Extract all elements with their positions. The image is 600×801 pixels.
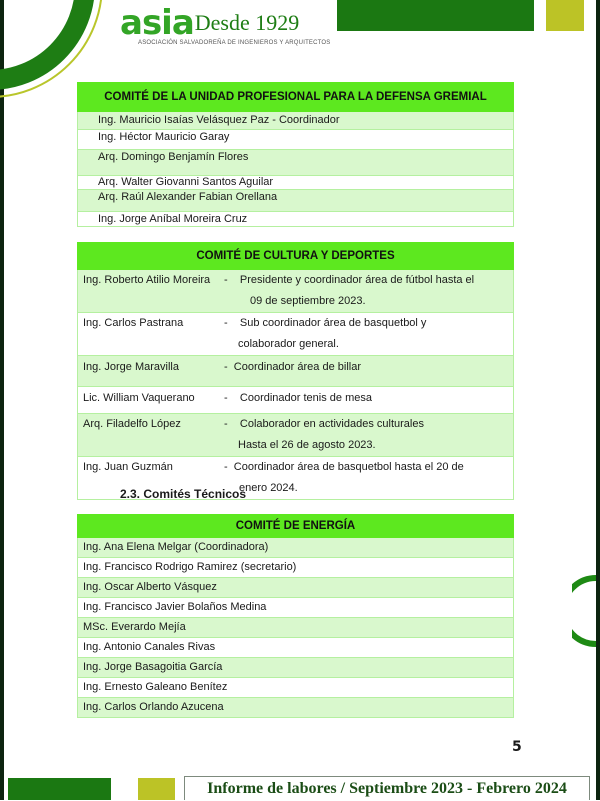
table-header: COMITÉ DE ENERGÍA (78, 515, 514, 538)
footer-title-box (184, 776, 590, 800)
member-name: Ing. Ernesto Galeano Benítez (78, 678, 514, 698)
decorative-side-ring (572, 575, 596, 647)
table-row (78, 130, 514, 150)
role-line-1: Coordinador tenis de mesa (239, 392, 372, 404)
committee-cultura-table (77, 242, 514, 500)
footer-lime-block (138, 778, 175, 800)
member-name: Arq. Raúl Alexander Fabian Orellana (78, 190, 514, 212)
table-row (78, 638, 514, 658)
table-row (78, 112, 514, 130)
table-row (78, 538, 514, 558)
member-role (224, 457, 514, 500)
role-line-1: Coordinador área de billar (233, 361, 361, 373)
table-row (78, 558, 514, 578)
member-role (224, 387, 514, 414)
logo-subtitle: ASOCIACIÓN SALVADOREÑA DE INGENIEROS Y ARQUITECTOS (138, 40, 331, 46)
table-row (78, 387, 514, 414)
member-name: Ing. Juan Guzmán (78, 457, 225, 500)
role-line-1: Coordinador área de basquetbol hasta el 20 de (233, 461, 464, 473)
table-row (78, 414, 514, 457)
table-row (78, 678, 514, 698)
member-name: Ing. Francisco Rodrigo Ramirez (secretario) (78, 558, 514, 578)
member-role (224, 356, 514, 387)
member-name: Ing. Francisco Javier Bolaños Medina (78, 598, 514, 618)
separator: - (224, 392, 228, 404)
separator: - (224, 274, 228, 286)
header-lime-block (546, 0, 584, 31)
role-line-2: colaborador general. (238, 338, 339, 350)
table-header: COMITÉ DE LA UNIDAD PROFESIONAL PARA LA DEFENSA GREMIAL (78, 83, 514, 112)
table-row (78, 356, 514, 387)
member-role (224, 414, 514, 457)
member-name: Ing. Jorge Basagoitia García (78, 658, 514, 678)
right-edge-bar (596, 0, 600, 800)
table-row (78, 313, 514, 356)
table-header: COMITÉ DE CULTURA Y DEPORTES (78, 243, 514, 270)
member-name: Ing. Héctor Mauricio Garay (78, 130, 514, 150)
role-line-1: Sub coordinador área de basquetbol y (239, 317, 427, 329)
table-row (78, 578, 514, 598)
committee-defensa-table (77, 82, 514, 227)
table-row (78, 598, 514, 618)
table-row (78, 658, 514, 678)
table-row (78, 618, 514, 638)
decorative-inner-ring (0, 0, 85, 80)
separator: - (224, 317, 228, 329)
asia-logo (120, 3, 331, 46)
section-heading: 2.3. Comités Técnicos (120, 487, 247, 501)
role-line-2: Hasta el 26 de agosto 2023. (238, 439, 376, 451)
member-name: Ing. Roberto Atilio Moreira (78, 270, 225, 313)
member-name: Ing. Jorge Aníbal Moreira Cruz (78, 212, 514, 227)
role-line-1: Presidente y coordinador área de fútbol hasta el (239, 274, 475, 286)
table-row (78, 212, 514, 227)
member-name: Ing. Carlos Pastrana (78, 313, 225, 356)
side-ring-arc (572, 578, 596, 644)
member-name: Arq. Domingo Benjamín Flores (78, 150, 514, 176)
member-name: Ing. Ana Elena Melgar (Coordinadora) (78, 538, 514, 558)
member-role (224, 313, 514, 356)
table-row (78, 176, 514, 190)
separator: - (224, 418, 228, 430)
footer-green-block (8, 778, 111, 800)
header-green-bar (337, 0, 534, 31)
table-row (78, 150, 514, 176)
member-name: Arq. Walter Giovanni Santos Aguilar (78, 176, 514, 190)
logo-wordmark: asia (120, 3, 194, 43)
left-edge-bar (0, 0, 4, 800)
separator: - (224, 361, 228, 373)
member-name: Arq. Filadelfo López (78, 414, 225, 457)
separator: - (224, 461, 228, 473)
member-name: Ing. Carlos Orlando Azucena (78, 698, 514, 718)
table-row (78, 270, 514, 313)
role-line-2: enero 2024. (239, 482, 298, 494)
table-row (78, 698, 514, 718)
member-name: MSc. Everardo Mejía (78, 618, 514, 638)
footer-report-title: Informe de labores / Septiembre 2023 - Febrero 2024 (207, 780, 567, 797)
role-line-2: 09 de septiembre 2023. (250, 295, 366, 307)
member-name: Ing. Oscar Alberto Vásquez (78, 578, 514, 598)
committee-energia-table (77, 514, 514, 718)
role-line-1: Colaborador en actividades culturales (239, 418, 424, 430)
table-row (78, 190, 514, 212)
member-name: Lic. William Vaquerano (78, 387, 225, 414)
member-name: Ing. Jorge Maravilla (78, 356, 225, 387)
member-name: Ing. Antonio Canales Rivas (78, 638, 514, 658)
page-number: 5 (512, 739, 522, 755)
member-role (224, 270, 514, 313)
logo-since: Desde 1929 (194, 10, 300, 35)
member-name: Ing. Mauricio Isaías Velásquez Paz - Coordinador (78, 112, 514, 130)
